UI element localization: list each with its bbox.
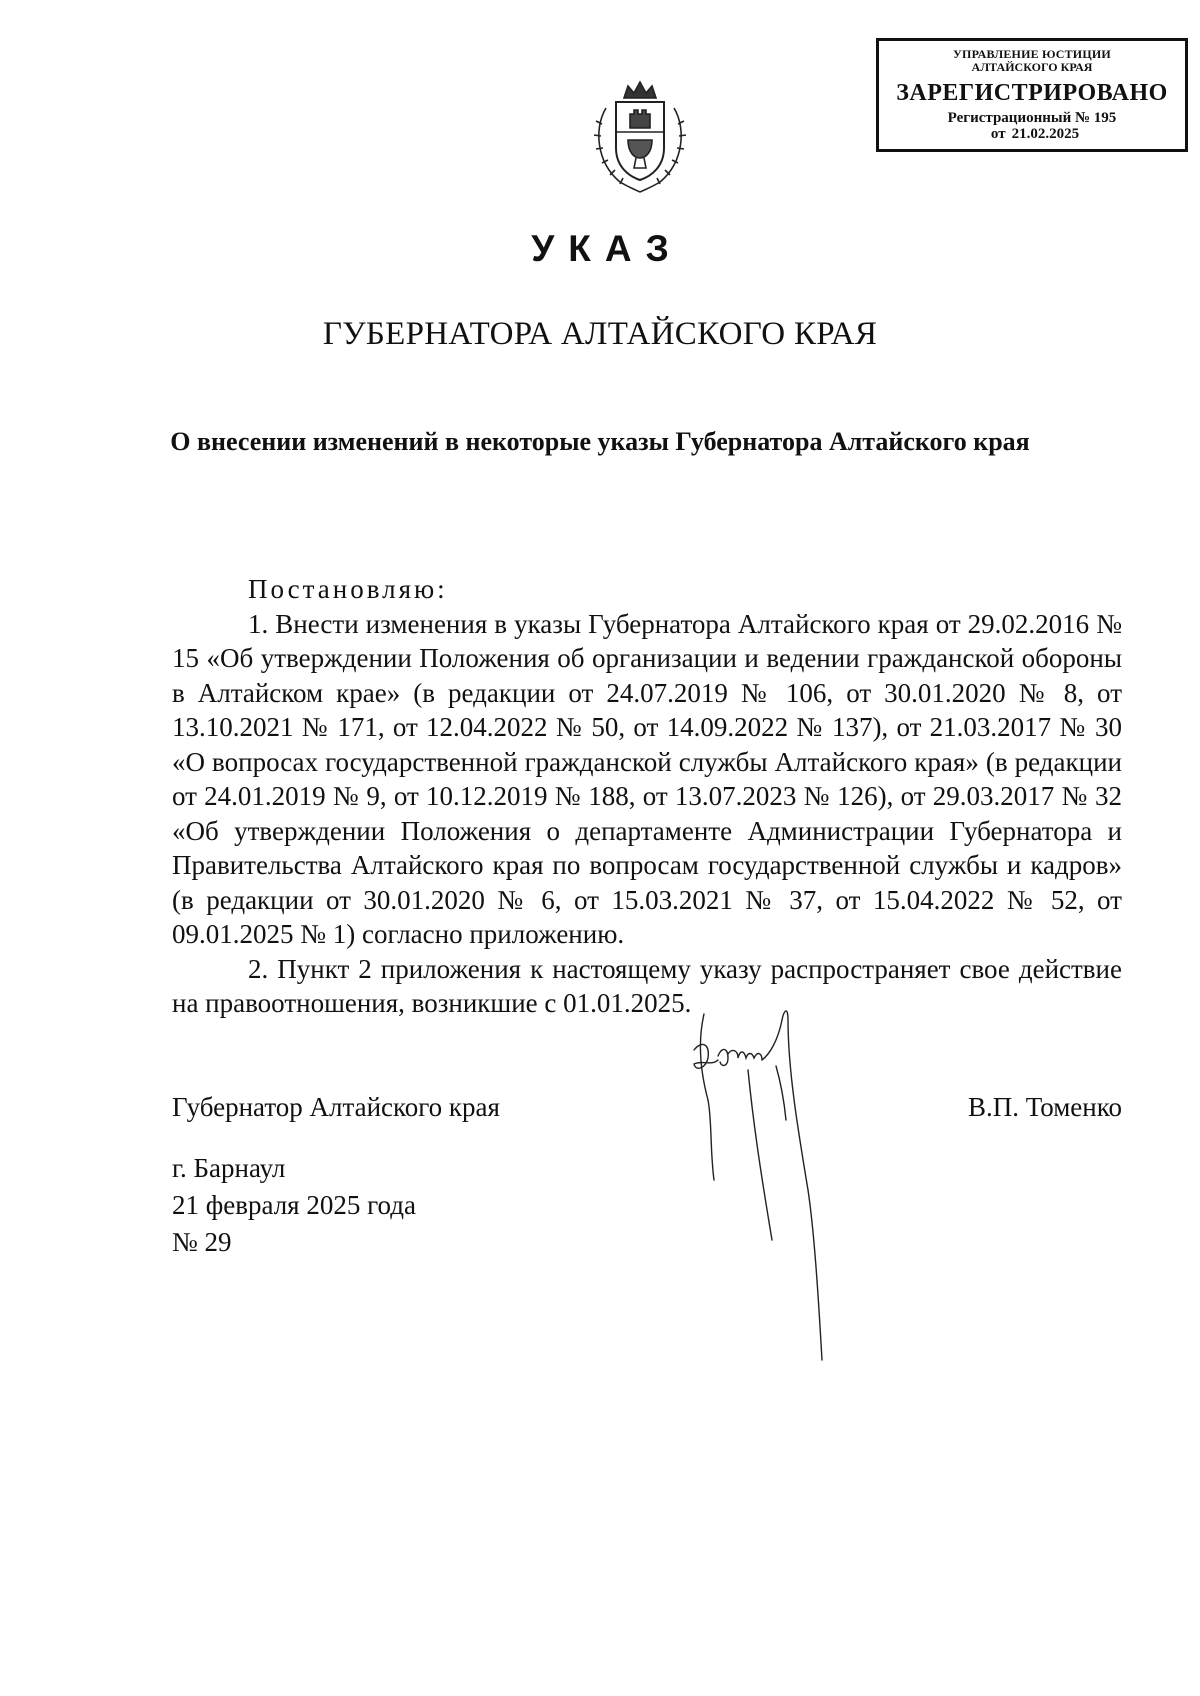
coat-of-arms-emblem (590, 78, 690, 196)
issue-city: г. Барнаул (172, 1153, 286, 1183)
document-type-title: УКАЗ (531, 228, 683, 269)
stamp-agency-line1: УПРАВЛЕНИЕ ЮСТИЦИИ (953, 47, 1111, 61)
stamp-agency-line2: АЛТАЙСКОГО КРАЯ (971, 60, 1093, 75)
decree-word: Постановляю: (248, 574, 448, 604)
document-number: № 29 (172, 1227, 232, 1257)
signatory-name: В.П. Томенко (968, 1092, 1122, 1122)
stamp-date-prefix: от (990, 126, 1006, 143)
document-body (172, 572, 1122, 1021)
registration-stamp (876, 38, 1188, 152)
paragraph-1: 1. Внести изменения в указы Губернатора Алтайского края от 29.02.2016 № 15 «Об утверждении Положения об организации и ведении гражданской обороны в Алтайском крае» (в редакции от 24.07.2019 № 106, от 30.01.2020 № 8, от 13.10.2021 № 171, от 12.04.2022 № 50, от 14.09.2022 № 137), от 21.03.2017 № 30 «О вопросах государственной гражданской службы Алтайского края» (в редакции от 24.01.2019 № 9, от 10.12.2019 № 188, от 13.07.2023 № 126), от 29.03.2017 № 32 «Об утверждении Положения о департаменте Администрации Губернатора и Правительства Алтайского края по вопросам государственной службы и кадров» (в редакции от 30.01.2020 № 6, от 15.03.2021 № 37, от 15.04.2022 № 52, от 09.01.2025 № 1) согласно приложению. (172, 608, 1122, 949)
handwritten-signature (688, 1010, 858, 1370)
paragraph-2: 2. Пункт 2 приложения к настоящему указу распространяет свое действие на правоотношения, возникшие с 01.01.2025. (172, 953, 1122, 1018)
issue-date: 21 февраля 2025 года (172, 1190, 416, 1220)
document-footer (172, 1150, 416, 1261)
stamp-registration-number: Регистрационный № 195 (947, 109, 1117, 126)
stamp-date: 21.02.2025 (1011, 126, 1080, 143)
document-subject: О внесении изменений в некоторые указы Губернатора Алтайского края (170, 427, 1030, 456)
signatory-role: Губернатор Алтайского края (172, 1092, 500, 1122)
issuer-heading: ГУБЕРНАТОРА АЛТАЙСКОГО КРАЯ (322, 316, 878, 352)
stamp-status: ЗАРЕГИСТРИРОВАНО (896, 80, 1168, 107)
stamp-date-line (879, 126, 1185, 143)
